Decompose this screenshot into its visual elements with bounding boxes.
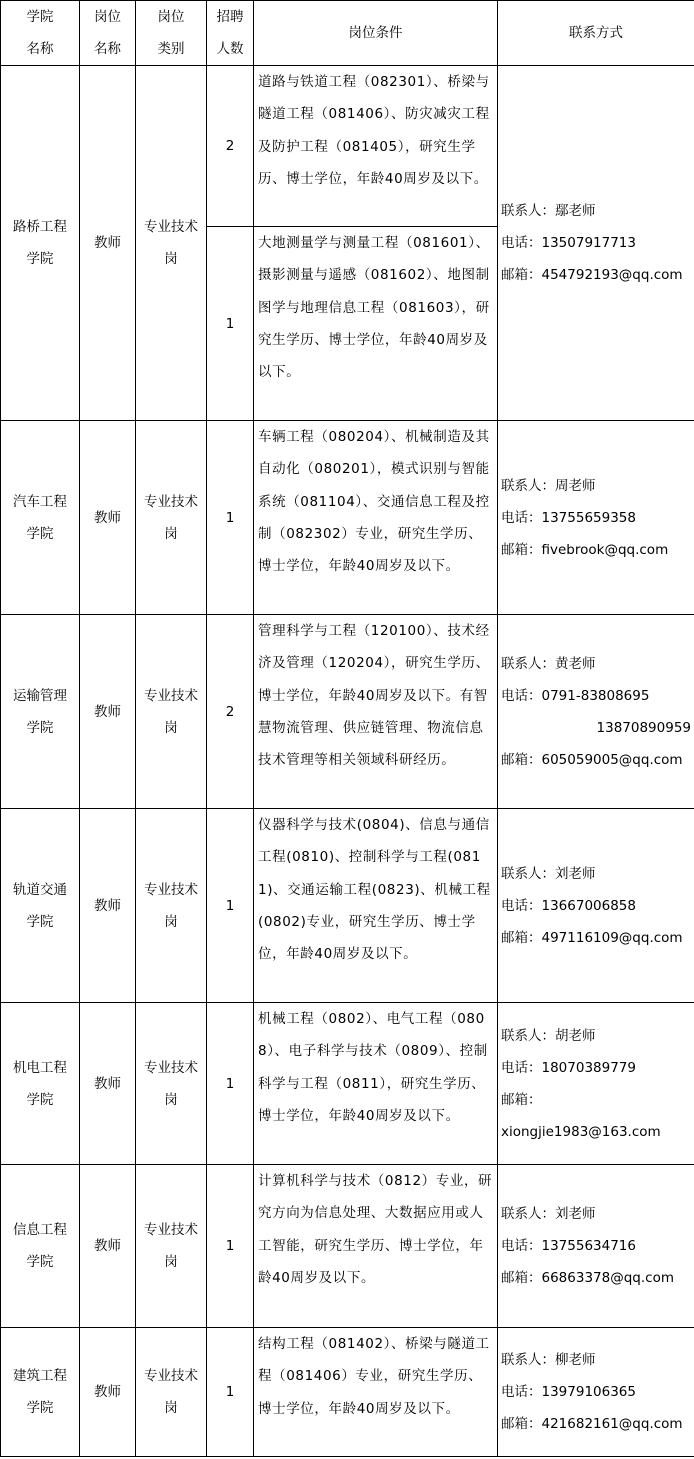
college-cell: 建筑工程 学院 <box>1 1328 80 1457</box>
contact-cell <box>498 1328 694 1457</box>
contact-person: 联系人：胡老师 <box>501 1027 596 1044</box>
contact-email: 邮箱：66863378@qq.com <box>501 1270 674 1286</box>
count-cell: 1 <box>207 1003 254 1165</box>
post-type-cell: 专业技术 岗 <box>136 1003 207 1165</box>
contact-cell <box>498 1003 694 1165</box>
contact-email: xiongjie1983@163.com <box>501 1123 661 1140</box>
college-cell: 轨道交通 学院 <box>1 809 80 1003</box>
post-type-cell: 专业技术 岗 <box>136 809 207 1003</box>
contact-phone: 电话：18070389779 <box>501 1059 636 1076</box>
contact-email: 邮箱：454792193@qq.com <box>501 267 683 283</box>
college-cell: 运输管理 学院 <box>1 615 80 809</box>
requirements-cell: 管理科学与工程（120100）、技术经济及管理（120204），研究生学历、博士学位，年龄40周岁及以下。有智慧物流管理、供应链管理、物流信息技术管理等相关领域科研经历。 <box>254 615 498 809</box>
contact-phone-secondary: 13870890959 <box>596 719 691 736</box>
contact-phone: 电话：13667006858 <box>501 897 636 914</box>
college-cell: 路桥工程 学院 <box>1 66 80 421</box>
requirements-cell: 机械工程（0802）、电气工程（0808）、电子科学与技术（0809）、控制科学与工程（0811），研究生学历、博士学位，年龄40周岁及以下。 <box>254 1003 498 1165</box>
header-post-name: 岗位 名称 <box>80 1 136 66</box>
table-row <box>1 421 694 615</box>
table-row <box>1 615 694 809</box>
post-name-cell: 教师 <box>80 1165 136 1328</box>
post-name-cell: 教师 <box>80 66 136 421</box>
count-cell: 1 <box>207 1328 254 1457</box>
college-cell: 机电工程 学院 <box>1 1003 80 1165</box>
contact-person: 联系人：黄老师 <box>501 655 596 672</box>
count-cell: 1 <box>207 227 254 421</box>
table-row <box>1 66 694 227</box>
requirements-cell: 车辆工程（080204）、机械制造及其自动化（080201），模式识别与智能系统（081104）、交通信息工程及控制（082302）专业，研究生学历、博士学位，年龄40周岁及以下。 <box>254 421 498 615</box>
table-row <box>1 1165 694 1328</box>
requirements-cell: 仪器科学与技术(0804)、信息与通信工程(0810)、控制科学与工程(0811)、交通运输工程(0823)、机械工程(0802)专业，研究生学历、博士学位，年龄40周岁及以下。 <box>254 809 498 1003</box>
contact-phone: 电话：0791-83808695 <box>501 687 650 704</box>
post-name-cell: 教师 <box>80 1328 136 1457</box>
count-cell: 2 <box>207 615 254 809</box>
contact-cell <box>498 615 694 809</box>
contact-phone: 电话：13755634716 <box>501 1238 636 1254</box>
post-name-cell: 教师 <box>80 1003 136 1165</box>
requirements-cell: 大地测量学与测量工程（081601）、摄影测量与遥感（081602）、地图制图学与地理信息工程（081603），研究生学历、博士学位，年龄40周岁及以下。 <box>254 227 498 421</box>
post-name-cell: 教师 <box>80 809 136 1003</box>
contact-person: 联系人：鄢老师 <box>501 203 596 219</box>
table-row <box>1 1003 694 1165</box>
contact-person: 联系人：柳老师 <box>501 1352 596 1368</box>
table-row <box>1 809 694 1003</box>
requirements-cell: 计算机科学与技术（0812）专业，研究方向为信息处理、大数据应用或人工智能，研究生学历、博士学位，年龄40周岁及以下。 <box>254 1165 498 1328</box>
post-type-cell: 专业技术 岗 <box>136 615 207 809</box>
post-type-cell: 专业技术 岗 <box>136 66 207 421</box>
contact-cell <box>498 809 694 1003</box>
contact-email: 邮箱：497116109@qq.com <box>501 929 683 946</box>
contact-cell <box>498 421 694 615</box>
count-cell: 1 <box>207 809 254 1003</box>
header-requirements: 岗位条件 <box>254 1 498 66</box>
post-type-cell: 专业技术 岗 <box>136 421 207 615</box>
college-cell: 汽车工程 学院 <box>1 421 80 615</box>
contact-email: 邮箱：fivebrook@qq.com <box>501 541 669 558</box>
post-type-cell: 专业技术 岗 <box>136 1328 207 1457</box>
contact-email: 邮箱：421682161@qq.com <box>501 1416 683 1432</box>
header-college: 学院 名称 <box>1 1 80 66</box>
header-count: 招聘 人数 <box>207 1 254 66</box>
contact-email: 邮箱：605059005@qq.com <box>501 751 683 768</box>
post-name-cell: 教师 <box>80 615 136 809</box>
contact-cell <box>498 1165 694 1328</box>
contact-person: 联系人：刘老师 <box>501 1206 596 1222</box>
count-cell: 2 <box>207 66 254 227</box>
requirements-cell: 道路与铁道工程（082301）、桥梁与隧道工程（081406）、防灾减灾工程及防护工程（081405），研究生学历、博士学位，年龄40周岁及以下。 <box>254 66 498 227</box>
count-cell: 1 <box>207 1165 254 1328</box>
table-row <box>1 1328 694 1457</box>
header-contact: 联系方式 <box>498 1 694 66</box>
contact-phone: 电话：13979106365 <box>501 1384 636 1400</box>
contact-email-label: 邮箱： <box>501 1091 542 1108</box>
contact-phone: 电话：13755659358 <box>501 509 636 526</box>
header-row <box>1 1 694 66</box>
requirements-cell: 结构工程（081402）、桥梁与隧道工程（081406）专业，研究生学历、博士学位，年龄40周岁及以下。 <box>254 1328 498 1457</box>
count-cell: 1 <box>207 421 254 615</box>
college-cell: 信息工程 学院 <box>1 1165 80 1328</box>
contact-person: 联系人：周老师 <box>501 477 596 494</box>
post-name-cell: 教师 <box>80 421 136 615</box>
contact-phone: 电话：13507917713 <box>501 235 636 251</box>
post-type-cell: 专业技术 岗 <box>136 1165 207 1328</box>
contact-cell <box>498 66 694 421</box>
header-post-type: 岗位 类别 <box>136 1 207 66</box>
contact-person: 联系人：刘老师 <box>501 865 596 882</box>
